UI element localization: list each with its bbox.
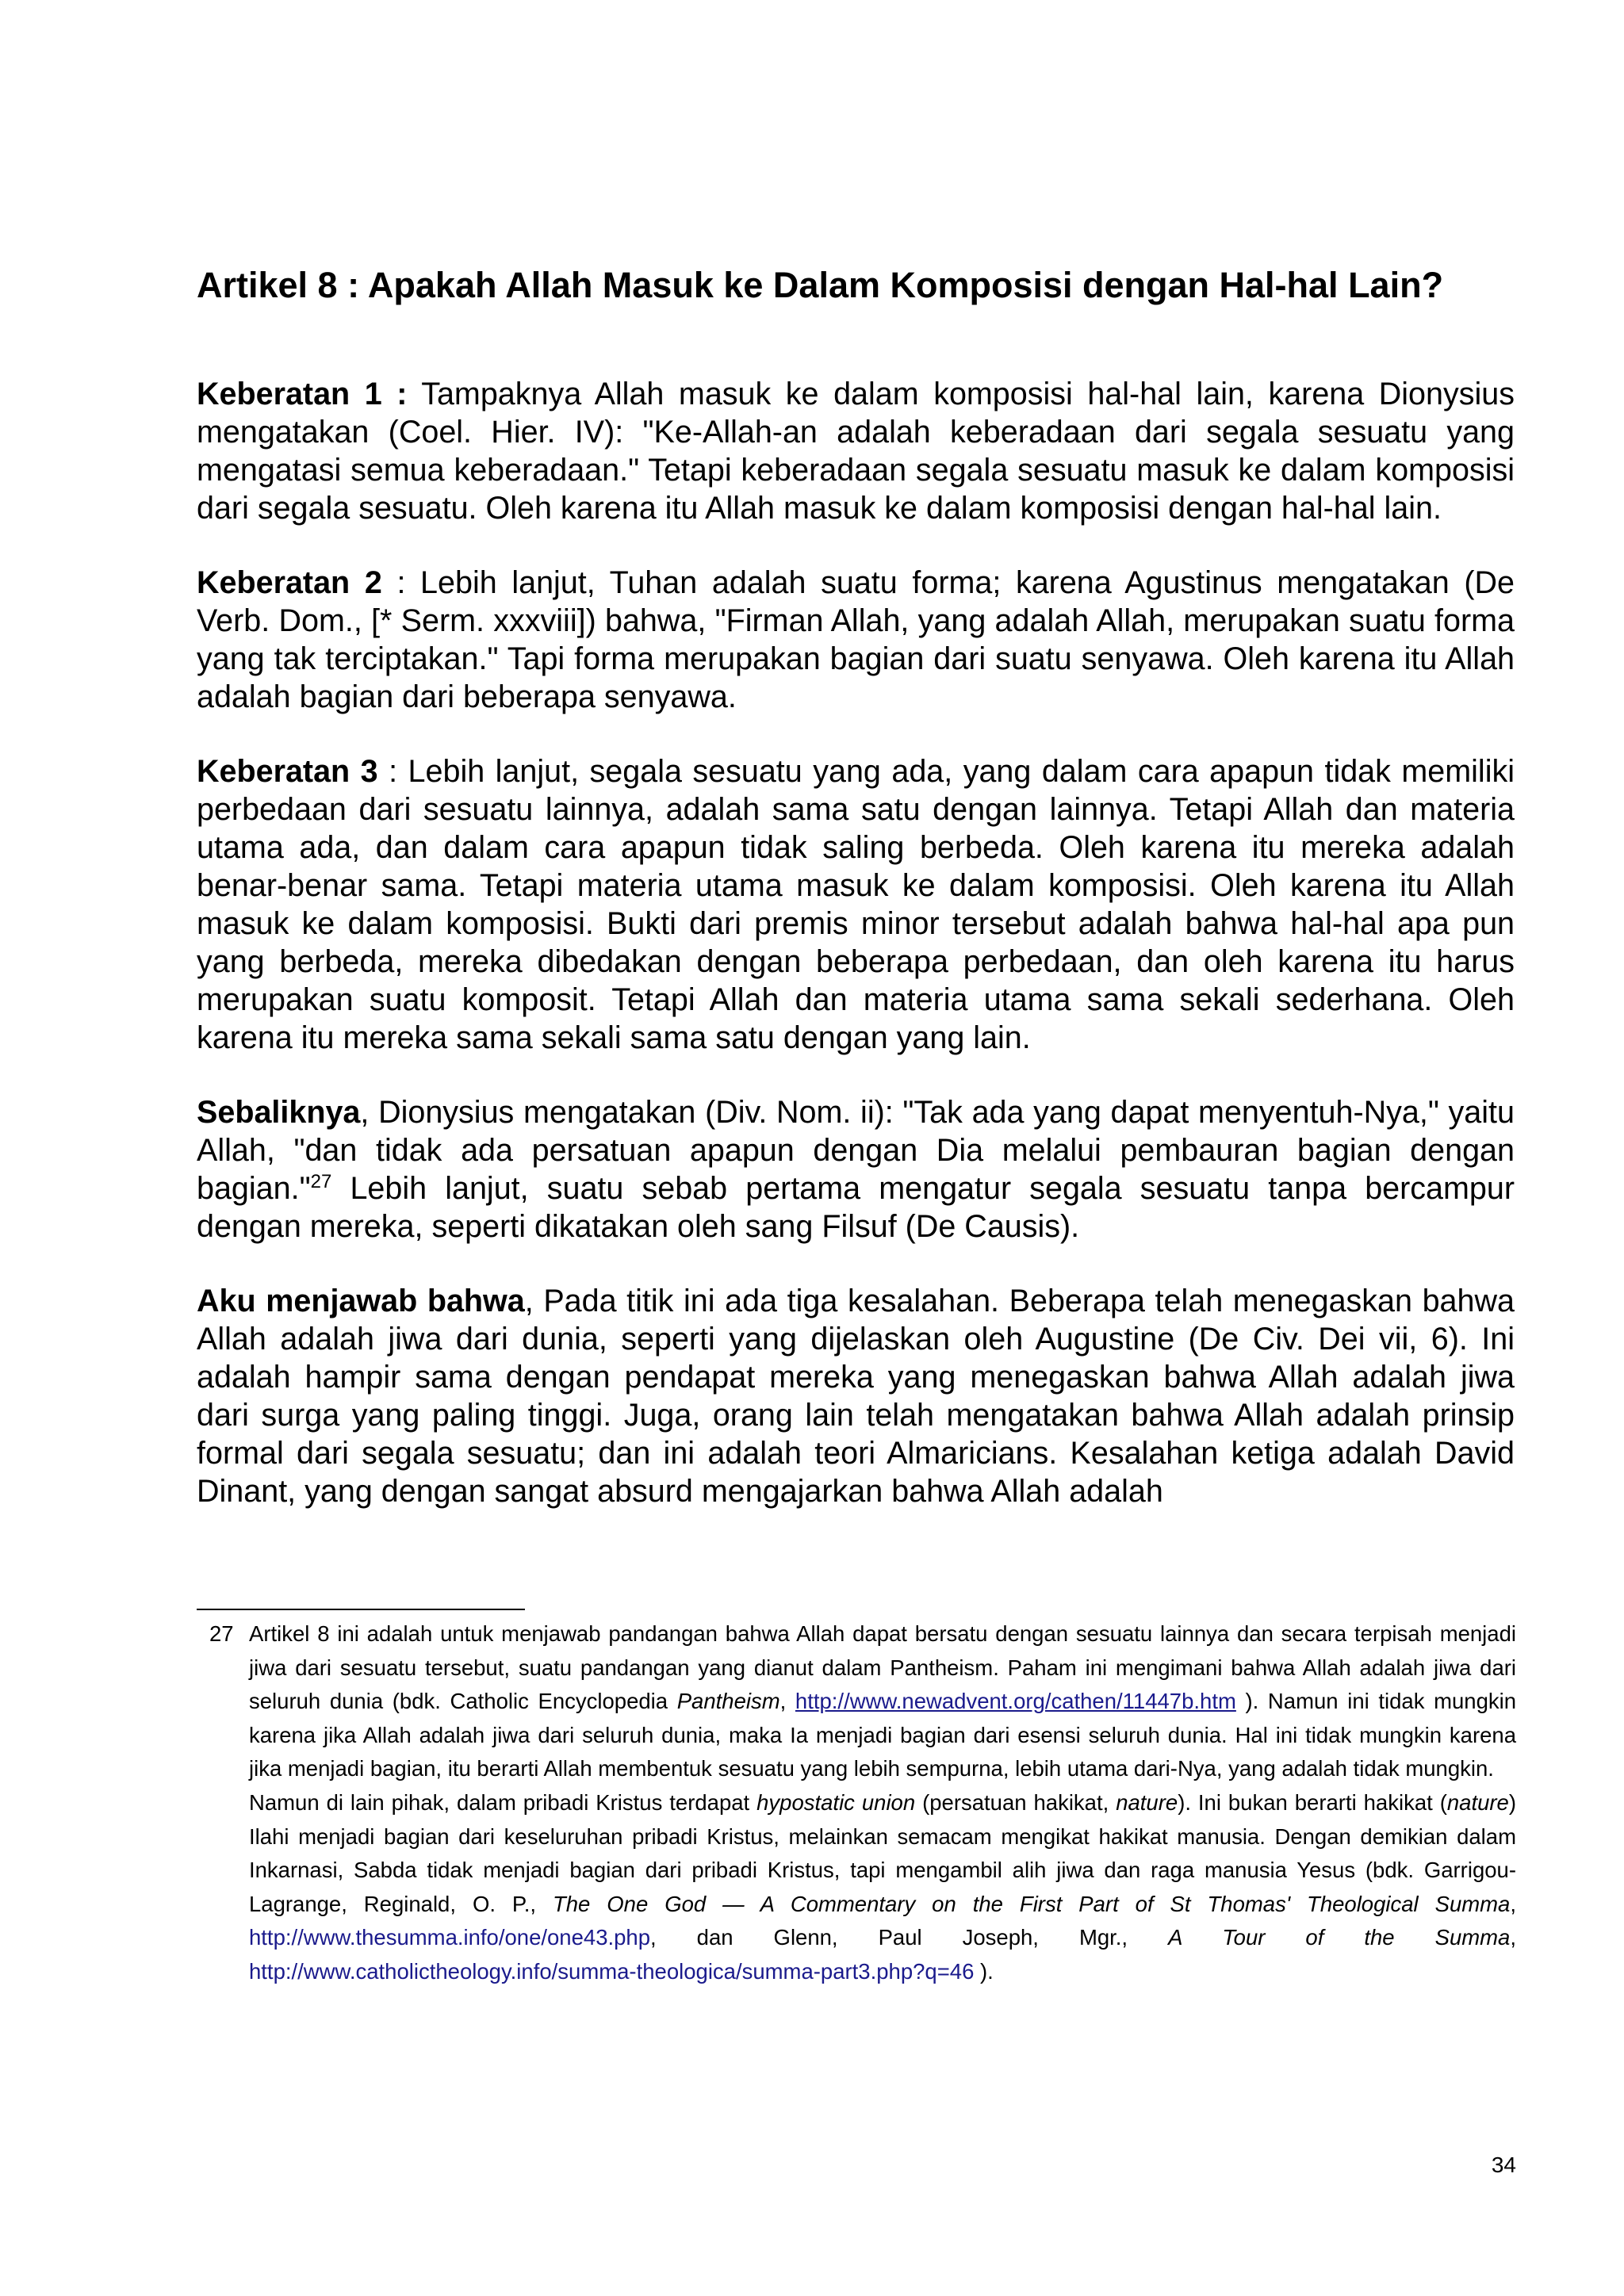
objection-2-paragraph [197,564,1515,716]
objection-1-text: Tampaknya Allah masuk ke dalam komposisi hal-hal lain, karena Dionysius mengatakan (Coel. Hier. IV): "Ke-Allah-an adalah keberadaan dari segala sesuatu yang mengatasi semua keberadaan." Tetapi keberadaan segala sesuatu masuk ke dalam komposisi dari segala sesuatu. Oleh karena itu Allah masuk ke dalam komposisi dengan hal-hal lain. [197,377,1515,526]
footnote-italic-text: The One God — A Commentary on the First Part of St Thomas' Theological Summa [552,1891,1511,1916]
footnote-text: Artikel 8 ini adalah untuk menjawab pandangan bahwa Allah dapat bersatu dengan sesuatu lainnya dan secara terpisah menjadi jiwa dari sesuatu tersebut, suatu pandangan yang dianut dalam Pantheism. Paham ini mengimani bahwa Allah adalah jiwa dari seluruh dunia (bdk. Catholic Encyclopedia [249,1621,1516,1714]
page-number: 34 [1491,2152,1516,2177]
answer-label: Aku menjawab bahwa [197,1284,525,1318]
footnote-text: ). Namun ini tidak mungkin karena jika Allah adalah jiwa dari seluruh dunia, maka Ia menjadi bagian dari esensi seluruh dunia. Hal ini tidak mungkin karena jika menjadi bagian, itu berarti Allah membentuk sesuatu yang lebih sempurna, lebih utama dari-Nya, yang adalah tidak mungkin. [249,1689,1517,1781]
footnote-text: , dan Glenn, Paul Joseph, Mgr., [650,1925,1169,1950]
footnote-reference-27[interactable]: 27 [310,1170,332,1192]
footnote-italic-text: nature [1446,1789,1509,1815]
footnote-italic-text: nature [1116,1789,1178,1815]
objection-1-paragraph [197,375,1515,527]
article-title: Artikel 8 : Apakah Allah Masuk ke Dalam Komposisi dengan Hal-hal Lain? [197,265,1444,305]
thesumma-link[interactable]: http://www.thesumma.info/one/one43.php [249,1925,651,1950]
main-content [197,264,1515,1547]
objection-2-label: Keberatan 2 [197,565,382,600]
sed-contra-text-before-note: , Dionysius mengatakan (Div. Nom. ii): "Tak ada yang dapat menyentuh-Nya," yaitu Allah, "dan tidak ada persatuan apapun dengan Dia melalui pembauran bagian dengan bagian." [197,1095,1515,1206]
footnote-italic-text: hypostatic union [756,1789,916,1815]
objection-2-text: : Lebih lanjut, Tuhan adalah suatu forma; karena Agustinus mengatakan (De Verb. Dom., [* Serm. xxxviii]) bahwa, "Firman Allah, yang adalah Allah, merupakan suatu forma yang tak terciptakan." Tapi forma merupakan bagian dari suatu senyawa. Oleh karena itu Allah adalah bagian dari beberapa senyawa. [197,565,1515,714]
answer-text: , Pada titik ini ada tiga kesalahan. Beberapa telah menegaskan bahwa Allah adalah jiwa dari dunia, seperti yang dijelaskan oleh Augustine (De Civ. Dei vii, 6). Ini adalah hampir sama dengan pendapat mereka yang menegaskan bahwa Allah adalah jiwa dari surga yang paling tinggi. Juga, orang lain telah mengatakan bahwa Allah adalah prinsip formal dari segala sesuatu; dan ini adalah teori Almaricians. Kesalahan ketiga adalah David Dinant, yang dengan sangat absurd mengajarkan bahwa Allah adalah [197,1284,1515,1509]
footnote-text: Namun di lain pihak, dalam pribadi Kristus terdapat [249,1789,757,1815]
footnote-text: ). [974,1958,994,1984]
newadvent-link[interactable]: http://www.newadvent.org/cathen/11447b.htm [795,1689,1236,1714]
footnote-separator [197,1609,525,1610]
footnote-text: (persatuan hakikat, [915,1789,1116,1815]
footnote-text: , [779,1689,795,1714]
objection-3-label: Keberatan 3 [197,754,378,789]
footnote-italic-text: Pantheism [676,1689,780,1714]
answer-paragraph [197,1282,1515,1510]
footnote-paragraph-1 [249,1617,1516,1786]
footnote-paragraph-2 [249,1786,1516,1989]
footnote-number: 27 [209,1621,234,1646]
footnote-text: ) Ilahi menjadi bagian dari keseluruhan pribadi Kristus, melainkan semacam mengikat hakikat manusia. Dengan demikian dalam Inkarnasi, Sabda tidak menjadi bagian dari pribadi Kristus, tapi mengambil alih jiwa dan raga manusia Yesus (bdk. Garrigou-Lagrange, Reginald, O. P., [249,1789,1517,1916]
footnote-text: ). Ini bukan berarti hakikat ( [1178,1789,1447,1815]
footnote-body [249,1617,1516,1989]
sed-contra-text-after-note: Lebih lanjut, suatu sebab pertama mengatur segala sesuatu tanpa bercampur dengan mereka, seperti dikatakan oleh sang Filsuf (De Causis). [197,1171,1515,1244]
footnote-italic-text: A Tour of the Summa [1168,1925,1511,1950]
objection-3-text: : Lebih lanjut, segala sesuatu yang ada, yang dalam cara apapun tidak memiliki perbedaan dari sesuatu lainnya, adalah sama satu dengan lainnya. Tetapi Allah dan materia utama ada, dan dalam cara apapun tidak saling berbeda. Oleh karena itu mereka adalah benar-benar sama. Tetapi materia utama masuk ke dalam komposisi. Oleh karena itu Allah masuk ke dalam komposisi. Bukti dari premis minor tersebut adalah bahwa hal-hal apa pun yang berbeda, mereka dibedakan dengan beberapa perbedaan, dan oleh karena itu harus merupakan suatu komposit. Tetapi Allah dan materia utama sama sekali sederhana. Oleh karena itu mereka sama sekali sama satu dengan yang lain. [197,754,1515,1055]
footnote-text: , [1510,1891,1516,1916]
catholictheology-link[interactable]: http://www.catholictheology.info/summa-theologica/summa-part3.php?q=46 [249,1958,975,1984]
footnote-text: , [1510,1925,1516,1950]
footnote-27 [209,1617,1516,1989]
objection-1-label: Keberatan 1 : [197,377,408,411]
sed-contra-paragraph [197,1093,1515,1246]
sed-contra-label: Sebaliknya [197,1095,361,1130]
objection-3-paragraph [197,752,1515,1057]
